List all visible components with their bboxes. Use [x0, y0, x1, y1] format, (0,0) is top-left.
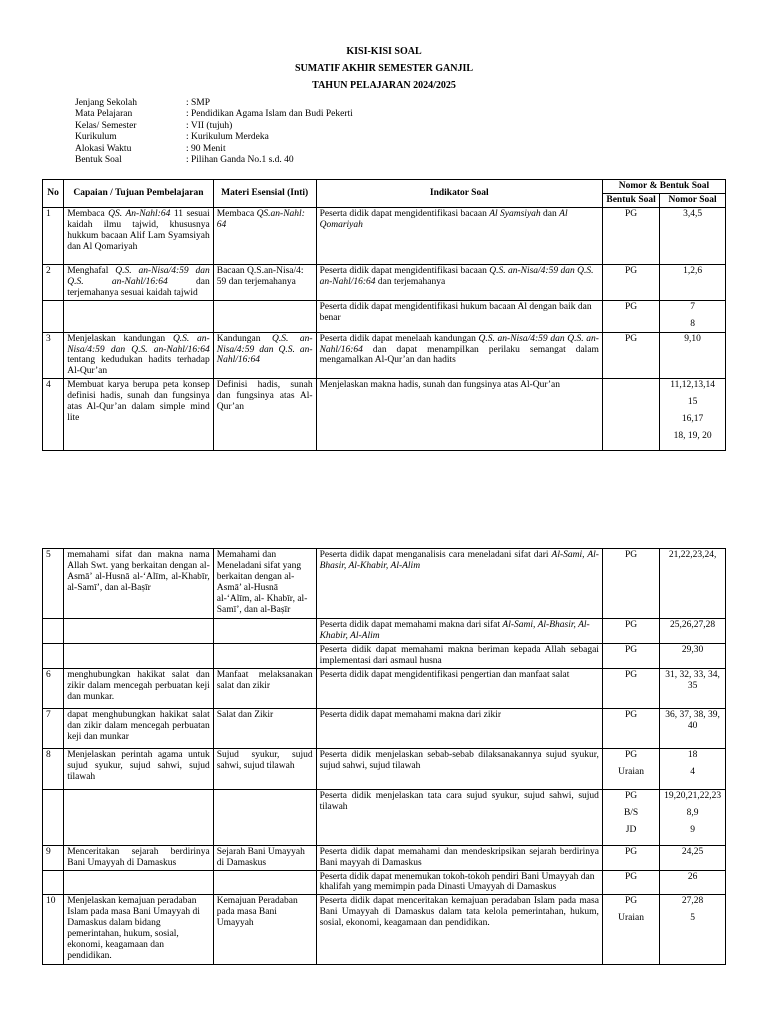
- cell-indikator: Peserta didik menjelaskan tata cara sujud syukur, sujud sahwi, sujud tilawah: [316, 789, 602, 845]
- text-span: dan terjemahanya sesuai kaidah tajwid: [67, 276, 210, 298]
- cell-no: [43, 643, 64, 668]
- nomor-line: 8: [690, 318, 695, 329]
- cell-capaian: [64, 207, 214, 264]
- cell-indikator: Peserta didik dapat menceritakan kemajuan peradaban Islam pada masa Bani Umayyah di Damaskus dalam tata kelola pemerintahan, hukum, sosial, ekonomi, keagamaan dan pendidikan.: [316, 895, 602, 965]
- table-row: [43, 668, 726, 708]
- table-row: [43, 264, 726, 300]
- cell-materi: Manfaat melaksanakan salat dan zikir: [213, 668, 316, 708]
- cell-nomor: [660, 379, 726, 451]
- cell-capaian: memahami sifat dan makna nama Allah Swt. yang berkaitan dengan al-Asmā’ al-Husnā al-‘Alīm, al-Khabīr, al-Samī’, dan al-Baṣīr: [64, 549, 214, 619]
- text-span: Peserta didik dapat mengidentifikasi bacaan: [319, 208, 490, 219]
- cell-bentuk: PG: [602, 300, 659, 332]
- cell-bentuk: PG: [602, 870, 659, 895]
- cell-bentuk: PG: [602, 549, 659, 619]
- bentuk-line: Uraian: [618, 913, 644, 924]
- cell-bentuk: PG: [602, 619, 659, 644]
- text-span: Peserta didik dapat menelaah kandungan: [319, 333, 479, 344]
- cell-nomor: 1,2,6: [660, 264, 726, 300]
- nomor-line: 9: [690, 824, 695, 835]
- info-label: Bentuk Soal: [75, 154, 122, 165]
- cell-indikator: Menjelaskan makna hadis, sunah dan fungsinya atas Al-Qur’an: [316, 379, 602, 451]
- text-span-italic: Al Qomariyah: [319, 208, 568, 230]
- nomor-line: 5: [690, 913, 695, 924]
- cell-no: 10: [43, 895, 64, 965]
- cell-bentuk: PG: [602, 643, 659, 668]
- cell-capaian: [64, 870, 214, 895]
- info-row: [75, 144, 353, 155]
- cell-nomor: [660, 789, 726, 845]
- nomor-line: 7: [690, 301, 695, 312]
- cell-capaian: Menceritakan sejarah berdirinya Bani Umayyah di Damaskus: [64, 845, 214, 870]
- cell-no: 2: [43, 264, 64, 300]
- info-row: [75, 109, 353, 120]
- cell-bentuk: PG: [602, 264, 659, 300]
- cell-nomor: [660, 300, 726, 332]
- cell-nomor: 25,26,27,28: [660, 619, 726, 644]
- text-span-italic: Q.S. an-Nisa/4:59 dan Q.S. an-Nahl/16:64: [67, 265, 210, 287]
- cell-capaian: [64, 643, 214, 668]
- text-span: Menjelaskan kandungan: [67, 333, 173, 344]
- table-row: [43, 643, 726, 668]
- cell-capaian: [64, 300, 214, 332]
- cell-nomor: 24,25: [660, 845, 726, 870]
- info-value: : 90 Menit: [186, 143, 226, 154]
- cell-materi: Memahami dan Meneladani sifat yang berkaitan dengan al-Asmā’ al-Husnā al-‘Alīm, al- Khabīr, al-Samī’, dan al-Baṣīr: [213, 549, 316, 619]
- cell-capaian: [64, 332, 214, 379]
- cell-bentuk: [602, 895, 659, 965]
- cell-nomor: 9,10: [660, 332, 726, 379]
- cell-no: 7: [43, 708, 64, 748]
- table-row: [43, 748, 726, 789]
- cell-capaian: Menjelaskan perintah agama untuk sujud syukur, sujud sahwi, sujud tilawah: [64, 748, 214, 789]
- cell-materi: [213, 332, 316, 379]
- cell-no: 6: [43, 668, 64, 708]
- cell-no: [43, 300, 64, 332]
- bentuk-line: Uraian: [618, 766, 644, 777]
- info-label: Kelas/ Semester: [75, 120, 137, 131]
- nomor-line: 19,20,21,22,23: [664, 790, 722, 801]
- text-span: tentang kedudukan hadits terhadap Al-Qur’an: [67, 355, 210, 377]
- text-span: Menghafal: [67, 265, 116, 276]
- cell-no: 4: [43, 379, 64, 451]
- table-row: [43, 549, 726, 619]
- text-span-italic: Q.S. an-Nisa/4:59 dan Q.S. an-Nahl/16:64: [216, 333, 313, 366]
- text-span: Membaca: [67, 208, 109, 219]
- table-row: [43, 379, 726, 451]
- cell-bentuk: [602, 379, 659, 451]
- text-span-italic: Al Syamsiyah: [489, 208, 541, 219]
- cell-capaian: [64, 789, 214, 845]
- cell-indikator: Peserta didik dapat mengidentifikasi hukum bacaan Al dengan baik dan benar: [316, 300, 602, 332]
- bentuk-line: PG: [624, 790, 638, 801]
- bentuk-line: JD: [625, 824, 637, 835]
- text-span-italic: Al-Sami, Al-Bhasir, Al-Khabir, Al-Alim: [319, 620, 590, 641]
- header-no: No: [43, 180, 64, 208]
- text-span: Peserta didik dapat mengidentifikasi bacaan: [319, 265, 490, 276]
- identity-info: [75, 98, 353, 166]
- cell-no: [43, 619, 64, 644]
- cell-indikator: Peserta didik dapat memahami makna dari zikir: [316, 708, 602, 748]
- table-row: [43, 207, 726, 264]
- info-label: Alokasi Waktu: [75, 143, 132, 154]
- table-row: [43, 300, 726, 332]
- cell-no: [43, 870, 64, 895]
- cell-capaian: [64, 619, 214, 644]
- header-materi: Materi Esensial (Inti): [213, 180, 316, 208]
- bentuk-line: B/S: [623, 807, 639, 818]
- cell-nomor: [660, 895, 726, 965]
- cell-materi: Sujud syukur, sujud sahwi, sujud tilawah: [213, 748, 316, 789]
- text-span-italic: Q.S. an-Nisa/4:59 dan Q.S. an-Nahl/16:64: [319, 265, 594, 287]
- info-row: [75, 155, 353, 166]
- cell-materi: [213, 643, 316, 668]
- cell-nomor: 36, 37, 38, 39, 40: [660, 708, 726, 748]
- info-value: : Pilihan Ganda No.1 s.d. 40: [186, 154, 294, 165]
- cell-capaian: Menjelaskan kemajuan peradaban Islam pada masa Bani Umayyah di Damaskus dalam bidang pemerintahan, hukum, sosial, ekonomi, keagamaan dan pendidikan.: [64, 895, 214, 965]
- cell-bentuk: PG: [602, 332, 659, 379]
- info-row: [75, 98, 353, 109]
- title-tahun-pelajaran: TAHUN PELAJARAN 2024/2025: [312, 80, 456, 91]
- cell-materi: Bacaan Q.S.an-Nisa/4: 59 dan terjemahanya: [213, 264, 316, 300]
- table-row: [43, 708, 726, 748]
- info-row: [75, 132, 353, 143]
- cell-materi: [213, 207, 316, 264]
- cell-indikator: Peserta didik dapat memahami makna beriman kepada Allah sebagai implementasi dari asmaul husna: [316, 643, 602, 668]
- text-span-italic: QS.an-Nahl: 64: [216, 208, 305, 230]
- cell-no: 1: [43, 207, 64, 264]
- text-span: dan dapat menampilkan perilaku semangat dalam mengamalkan Al-Qur’an dan hadits: [319, 344, 599, 366]
- cell-capaian: [64, 264, 214, 300]
- text-span: 11 sesuai kaidah ilmu tajwid, khususnya hukkum bacaan Alif Lam Syamsiyah dan Al Qomariyah: [67, 208, 210, 252]
- bentuk-line: PG: [624, 749, 638, 760]
- text-span: Peserta didik dapat menganalisis cara meneladani sifat dari: [319, 550, 552, 560]
- cell-indikator: [316, 332, 602, 379]
- cell-materi: [213, 300, 316, 332]
- kisi-kisi-table-page1: [42, 179, 726, 451]
- nomor-line: 18, 19, 20: [673, 431, 712, 442]
- cell-indikator: [316, 207, 602, 264]
- cell-indikator: Peserta didik dapat memahami dan mendeskripsikan sejarah berdirinya Bani mayyah di Damaskus: [316, 845, 602, 870]
- cell-materi: [213, 619, 316, 644]
- info-row: [75, 121, 353, 132]
- cell-no: [43, 789, 64, 845]
- document-title-block: [0, 45, 768, 96]
- table-row: [43, 895, 726, 965]
- bentuk-line: PG: [624, 896, 638, 907]
- cell-indikator: [316, 619, 602, 644]
- cell-no: 3: [43, 332, 64, 379]
- header-nomor-soal: Nomor Soal: [660, 193, 726, 207]
- cell-no: 9: [43, 845, 64, 870]
- cell-materi: Sejarah Bani Umayyah di Damaskus: [213, 845, 316, 870]
- cell-bentuk: PG: [602, 708, 659, 748]
- cell-bentuk: PG: [602, 845, 659, 870]
- cell-materi: Kemajuan Peradaban pada masa Bani Umayyah: [213, 895, 316, 965]
- text-span: dan: [540, 208, 560, 219]
- header-capaian: Capaian / Tujuan Pembelajaran: [64, 180, 214, 208]
- header-nomor-bentuk: Nomor & Bentuk Soal: [602, 180, 725, 194]
- nomor-line: 16,17: [681, 414, 704, 425]
- cell-materi: Salat dan Zikir: [213, 708, 316, 748]
- text-span: Membaca: [216, 208, 257, 219]
- cell-no: 8: [43, 748, 64, 789]
- title-kisi-kisi: KISI-KISI SOAL: [346, 46, 422, 57]
- nomor-line: 15: [687, 397, 698, 408]
- cell-materi: Definisi hadis, sunah dan fungsinya atas Al-Qur’an: [213, 379, 316, 451]
- table-row: [43, 619, 726, 644]
- cell-capaian: Membuat karya berupa peta konsep definisi hadis, sunah dan fungsinya atas Al-Qur’an dalam simple mind lite: [64, 379, 214, 451]
- table-row: [43, 332, 726, 379]
- header-indikator: Indikator Soal: [316, 180, 602, 208]
- nomor-line: 18: [687, 749, 698, 760]
- info-label: Mata Pelajaran: [75, 109, 133, 120]
- info-value: : VII (tujuh): [186, 120, 233, 131]
- cell-bentuk: [602, 789, 659, 845]
- cell-bentuk: PG: [602, 207, 659, 264]
- cell-nomor: 21,22,23,24,: [660, 549, 726, 619]
- cell-capaian: dapat menghubungkan hakikat salat dan zikir dalam mencegah perbuatan keji dan munkar: [64, 708, 214, 748]
- info-label: Kurikulum: [75, 132, 117, 143]
- text-span-italic: QS. An-Nahl:64: [108, 208, 171, 219]
- table-row: [43, 845, 726, 870]
- info-value: : SMP: [186, 98, 211, 108]
- cell-bentuk: PG: [602, 668, 659, 708]
- cell-nomor: [660, 748, 726, 789]
- cell-indikator: [316, 549, 602, 619]
- cell-materi: [213, 789, 316, 845]
- cell-nomor: 31, 32, 33, 34, 35: [660, 668, 726, 708]
- cell-indikator: Peserta didik dapat menemukan tokoh-tokoh pendiri Bani Umayyah dan khalifah yang memimpin pada Dinasti Umayyah di Damaskus: [316, 870, 602, 895]
- text-span: dan terjemahanya: [375, 276, 446, 287]
- info-value: : Kurikulum Merdeka: [186, 132, 269, 143]
- header-bentuk-soal: Bentuk Soal: [602, 193, 659, 207]
- info-value: : Pendidikan Agama Islam dan Budi Pekerti: [186, 109, 353, 120]
- kisi-kisi-table-page2: [42, 548, 726, 965]
- cell-indikator: Peserta didik menjelaskan sebab-sebab dilaksanakannya sujud syukur, sujud sahwi, sujud tilawah: [316, 748, 602, 789]
- nomor-line: 11,12,13,14: [670, 380, 715, 391]
- cell-capaian: menghubungkan hakikat salat dan zikir dalam mencegah perbuatan keji dan munkar.: [64, 668, 214, 708]
- text-span-italic: Q.S. an-Nisa/4:59 dan Q.S. an-Nahl/16:64: [319, 333, 599, 355]
- cell-no: 5: [43, 549, 64, 619]
- cell-bentuk: [602, 748, 659, 789]
- cell-indikator: Peserta didik dapat mengidentifikasi pengertian dan manfaat salat: [316, 668, 602, 708]
- table-row: [43, 870, 726, 895]
- nomor-line: 8,9: [686, 807, 699, 818]
- text-span-italic: Al-Sami, Al-Bhasir, Al-Khabir, Al-Alim: [319, 550, 599, 571]
- text-span-italic: Q.S. an-Nisa/4:59 dan Q.S. an-Nahl/16:64: [67, 333, 210, 355]
- title-sumatif: SUMATIF AKHIR SEMESTER GANJIL: [294, 63, 474, 74]
- cell-nomor: 3,4,5: [660, 207, 726, 264]
- cell-materi: [213, 870, 316, 895]
- info-label: Jenjang Sekolah: [75, 98, 138, 108]
- table-row: [43, 789, 726, 845]
- cell-indikator: [316, 264, 602, 300]
- nomor-line: 27,28: [681, 896, 704, 907]
- text-span: Peserta didik dapat memahami makna dari sifat: [319, 620, 503, 630]
- nomor-line: 4: [690, 766, 695, 777]
- text-span: Kandungan: [216, 333, 273, 344]
- cell-nomor: 26: [660, 870, 726, 895]
- cell-nomor: 29,30: [660, 643, 726, 668]
